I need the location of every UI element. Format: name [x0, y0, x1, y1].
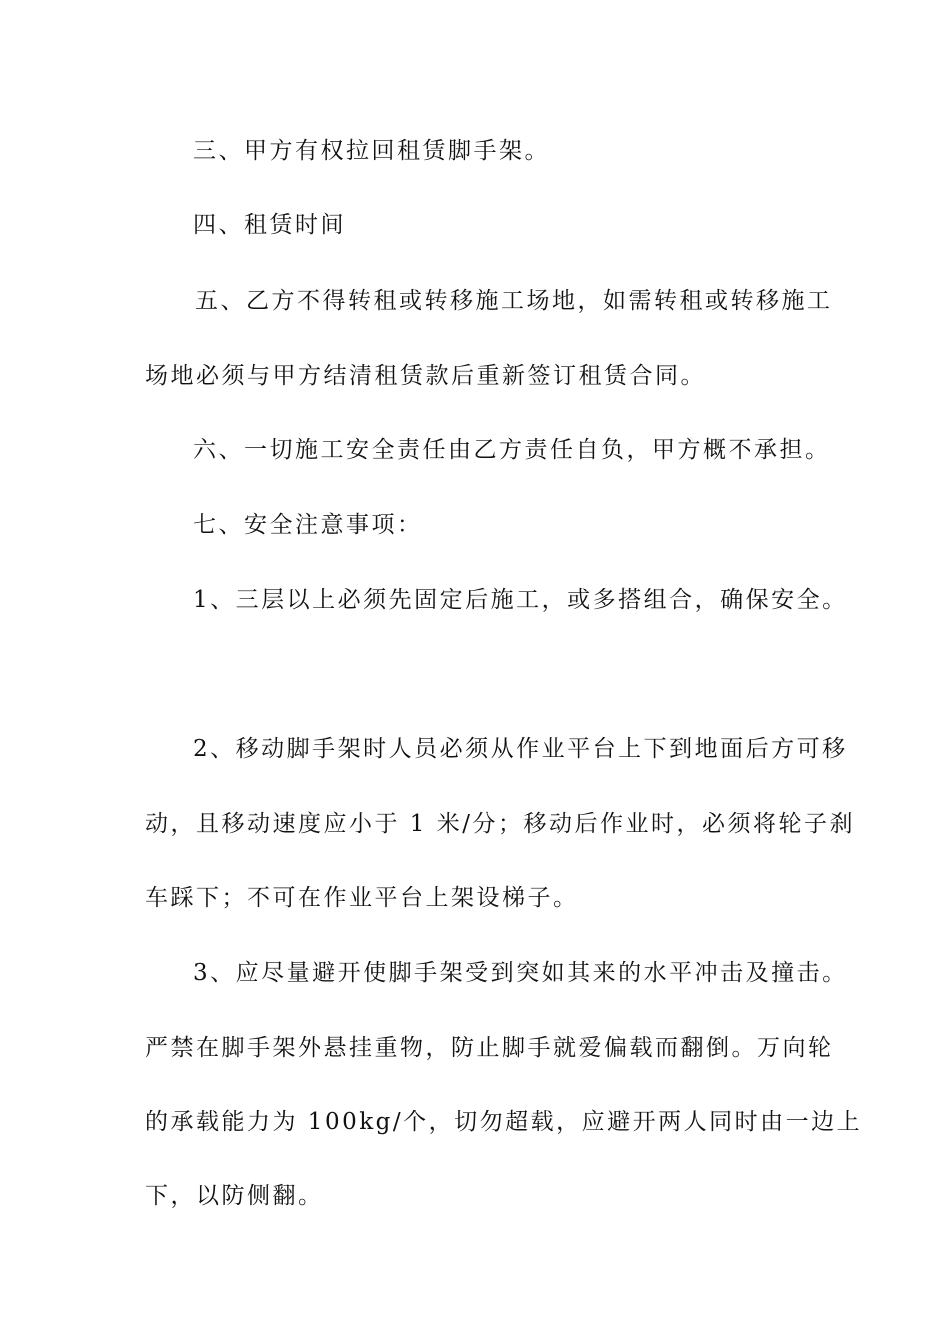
clause-5-line-1: 五、乙方不得转租或转移施工场地，如需转租或转移施工: [195, 288, 833, 314]
safety-item-3-line-1: 3、应尽量避开使脚手架受到突如其来的水平冲击及撞击。: [193, 960, 848, 986]
safety-item-2-line-1: 2、移动脚手架时人员必须从作业平台上下到地面后方可移: [193, 736, 848, 762]
safety-item-2-line-3: 车踩下；不可在作业平台上架设梯子。: [145, 885, 579, 911]
safety-item-1: 1、三层以上必须先固定后施工，或多搭组合，确保安全。: [193, 587, 848, 613]
clause-4: 四、租赁时间: [193, 212, 346, 238]
safety-item-3-line-4: 下，以防侧翻。: [145, 1183, 324, 1209]
clause-5-line-2: 场地必须与甲方结清租赁款后重新签订租赁合同。: [145, 363, 706, 389]
clause-3: 三、甲方有权拉回租赁脚手架。: [193, 138, 550, 164]
clause-7-heading: 七、安全注意事项：: [193, 512, 423, 538]
safety-item-3-line-3: 的承载能力为 100kg/个，切勿超载，应避开两人同时由一边上: [145, 1109, 863, 1135]
clause-6: 六、一切施工安全责任由乙方责任自负，甲方概不承担。: [193, 437, 831, 463]
safety-item-3-line-2: 严禁在脚手架外悬挂重物，防止脚手就爱偏载而翻倒。万向轮: [145, 1035, 834, 1061]
safety-item-2-line-2: 动，且移动速度应小于 1 米/分；移动后作业时，必须将轮子刹: [145, 811, 856, 837]
